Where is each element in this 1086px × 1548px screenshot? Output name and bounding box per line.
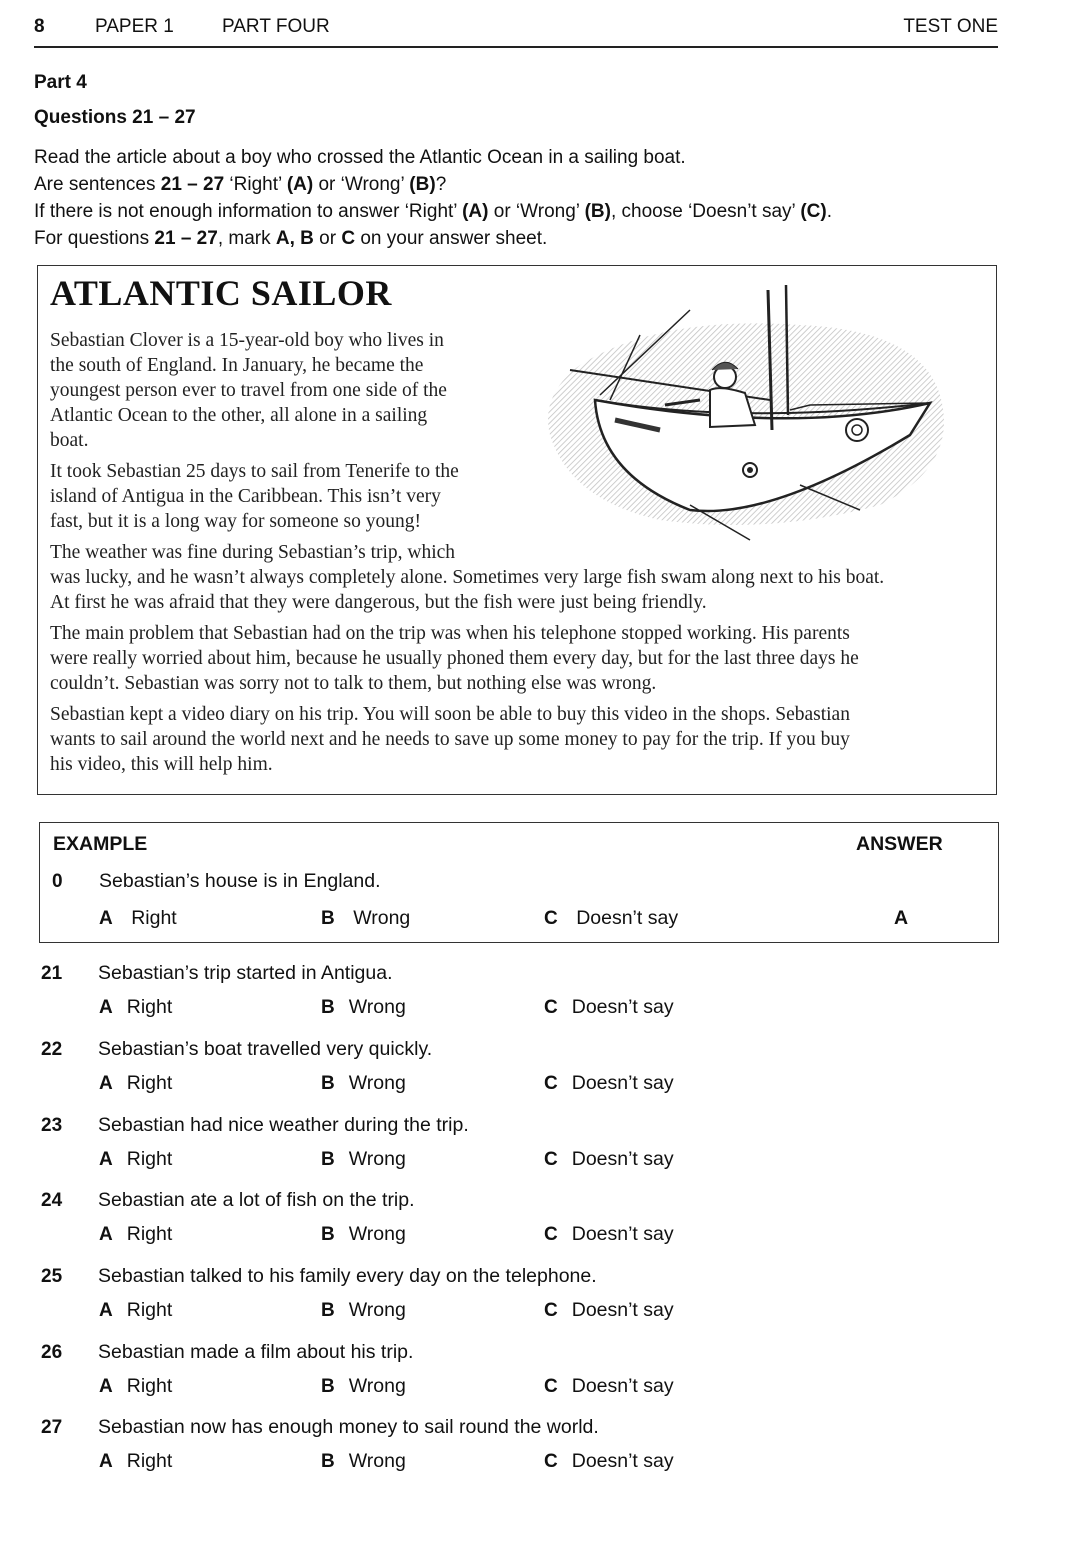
article-paragraph-3 [50,540,884,615]
section-title: Part 4 [34,72,87,93]
article-line: his video, this will help him. [50,754,273,775]
option-text: Wrong [353,907,411,929]
question-text: Sebastian’s trip started in Antigua. [98,962,393,984]
option-c[interactable]: C Doesn’t say [544,1450,674,1472]
example-label: EXAMPLE [53,833,148,855]
article-line: couldn’t. Sebastian was sorry not to talk to them, but nothing else was wrong. [50,673,657,694]
article-line: fast, but it is a long way for someone so young! [50,511,421,532]
article-line: It took Sebastian 25 days to sail from Tenerife to the [50,461,459,482]
question-text: Sebastian ate a lot of fish on the trip. [98,1189,415,1211]
part-label: PART FOUR [222,16,330,37]
option-b[interactable]: B Wrong [321,1223,406,1245]
text-run: ? [435,174,447,195]
bold-run: (C) [800,201,827,222]
text-run: . [826,201,833,222]
text-run: ‘Right’ [224,174,287,195]
porthole-large [846,419,868,441]
example-text: Sebastian’s house is in England. [99,870,381,892]
option-a[interactable]: A Right [99,1450,173,1472]
article-line: was lucky, and he wasn’t always completely alone. Sometimes very large fish swam along next to his boat. [50,567,885,588]
option-a[interactable]: A Right [99,1375,173,1397]
option-c[interactable]: C Doesn’t say [544,1299,674,1321]
sailboat-illustration [540,285,980,555]
article-line: wants to sail around the world next and he needs to save up some money to pay for the trip. If you buy [50,729,850,750]
article-line: were really worried about him, because he usually phoned them every day, but for the last three days he [50,648,859,669]
article-line: Sebastian Clover is a 15-year-old boy who lives in [50,330,444,351]
article-line: The main problem that Sebastian had on the trip was when his telephone stopped working. His parents [50,623,850,644]
question-text: Sebastian made a film about his trip. [98,1341,414,1363]
bold-run: (B) [409,174,436,195]
question-number: 26 [41,1342,63,1363]
question-text: Sebastian now has enough money to sail round the world. [98,1416,599,1438]
option-text: Right [131,907,177,929]
instructions [34,144,832,252]
paper-label: PAPER 1 [95,16,174,37]
page-number: 8 [34,16,45,37]
article-line: island of Antigua in the Caribbean. This isn’t very [50,486,441,507]
article-paragraph-1 [50,328,447,453]
option-b[interactable]: B Wrong [321,1299,406,1321]
option-c[interactable]: C Doesn’t say [544,1072,674,1094]
article-line: boat. [50,430,89,451]
option-c[interactable]: C Doesn’t say [544,1223,674,1245]
option-c[interactable]: C Doesn’t say [544,996,674,1018]
option-b[interactable]: B Wrong [321,1072,406,1094]
bold-run: C [341,228,356,249]
article-paragraph-2 [50,459,459,534]
example-answer: A [894,907,909,929]
option-b[interactable]: B Wrong [321,1148,406,1170]
article-paragraph-4 [50,621,859,696]
text-run: or ‘Wrong’ [313,174,410,195]
instruction-line-4 [34,225,832,252]
bold-run: 21 – 27 [160,174,225,195]
option-a[interactable]: A Right [99,1299,173,1321]
bold-run: A, B [275,228,314,249]
article-line: Atlantic Ocean to the other, all alone in a sailing [50,405,428,426]
option-a[interactable]: A Right [99,996,173,1018]
test-label: TEST ONE [903,16,998,37]
questions-range: Questions 21 – 27 [34,107,196,128]
option-b[interactable]: B Wrong [321,1450,406,1472]
bold-run: (B) [584,201,611,222]
article-line: the south of England. In January, he became the [50,355,424,376]
option-b[interactable]: B Wrong [321,1375,406,1397]
question-text: Sebastian had nice weather during the trip. [98,1114,469,1136]
text-run: or ‘Wrong’ [488,201,585,222]
article-line: youngest person ever to travel from one side of the [50,380,447,401]
example-option-a [99,907,177,930]
text-run: If there is not enough information to answer ‘Right’ [34,201,463,222]
header-rule [34,46,998,48]
option-b[interactable]: B Wrong [321,996,406,1018]
option-a[interactable]: A Right [99,1223,173,1245]
option-letter: A [99,908,113,929]
text-run: Are sentences [34,174,161,195]
article-line: Sebastian kept a video diary on his trip. You will soon be able to buy this video in the shops. Sebastian [50,704,850,725]
text-run: , mark [217,228,276,249]
text-run: , choose ‘Doesn’t say’ [610,201,801,222]
question-text: Sebastian’s boat travelled very quickly. [98,1038,433,1060]
question-text: Sebastian talked to his family every day on the telephone. [98,1265,597,1287]
instruction-line-3 [34,198,832,225]
option-a[interactable]: A Right [99,1072,173,1094]
question-number: 21 [41,963,63,984]
example-option-c [544,907,678,930]
bold-run: (A) [286,174,314,195]
option-c[interactable]: C Doesn’t say [544,1375,674,1397]
text-run: on your answer sheet. [355,228,548,249]
question-number: 25 [41,1266,63,1287]
question-number: 22 [41,1039,63,1060]
article-title: ATLANTIC SAILOR [50,273,392,313]
question-number: 24 [41,1190,63,1211]
option-text: Doesn’t say [576,907,679,929]
option-letter: C [544,908,558,929]
example-option-b [321,907,410,930]
bold-run: (A) [462,201,489,222]
option-c[interactable]: C Doesn’t say [544,1148,674,1170]
question-number: 27 [41,1417,63,1438]
article-paragraph-5 [50,702,850,777]
question-number: 23 [41,1115,63,1136]
article-line: At first he was afraid that they were dangerous, but the fish were just being friendly. [50,592,707,613]
text-run: For questions [34,228,155,249]
text-run: or [313,228,342,249]
instruction-line-1: Read the article about a boy who crossed the Atlantic Ocean in a sailing boat. [34,147,686,168]
option-letter: B [321,908,335,929]
answer-label: ANSWER [856,833,943,855]
instruction-line-2 [34,171,832,198]
article-line: The weather was fine during Sebastian’s trip, which [50,542,456,563]
example-number: 0 [52,871,63,892]
bold-run: 21 – 27 [154,228,218,249]
option-a[interactable]: A Right [99,1148,173,1170]
